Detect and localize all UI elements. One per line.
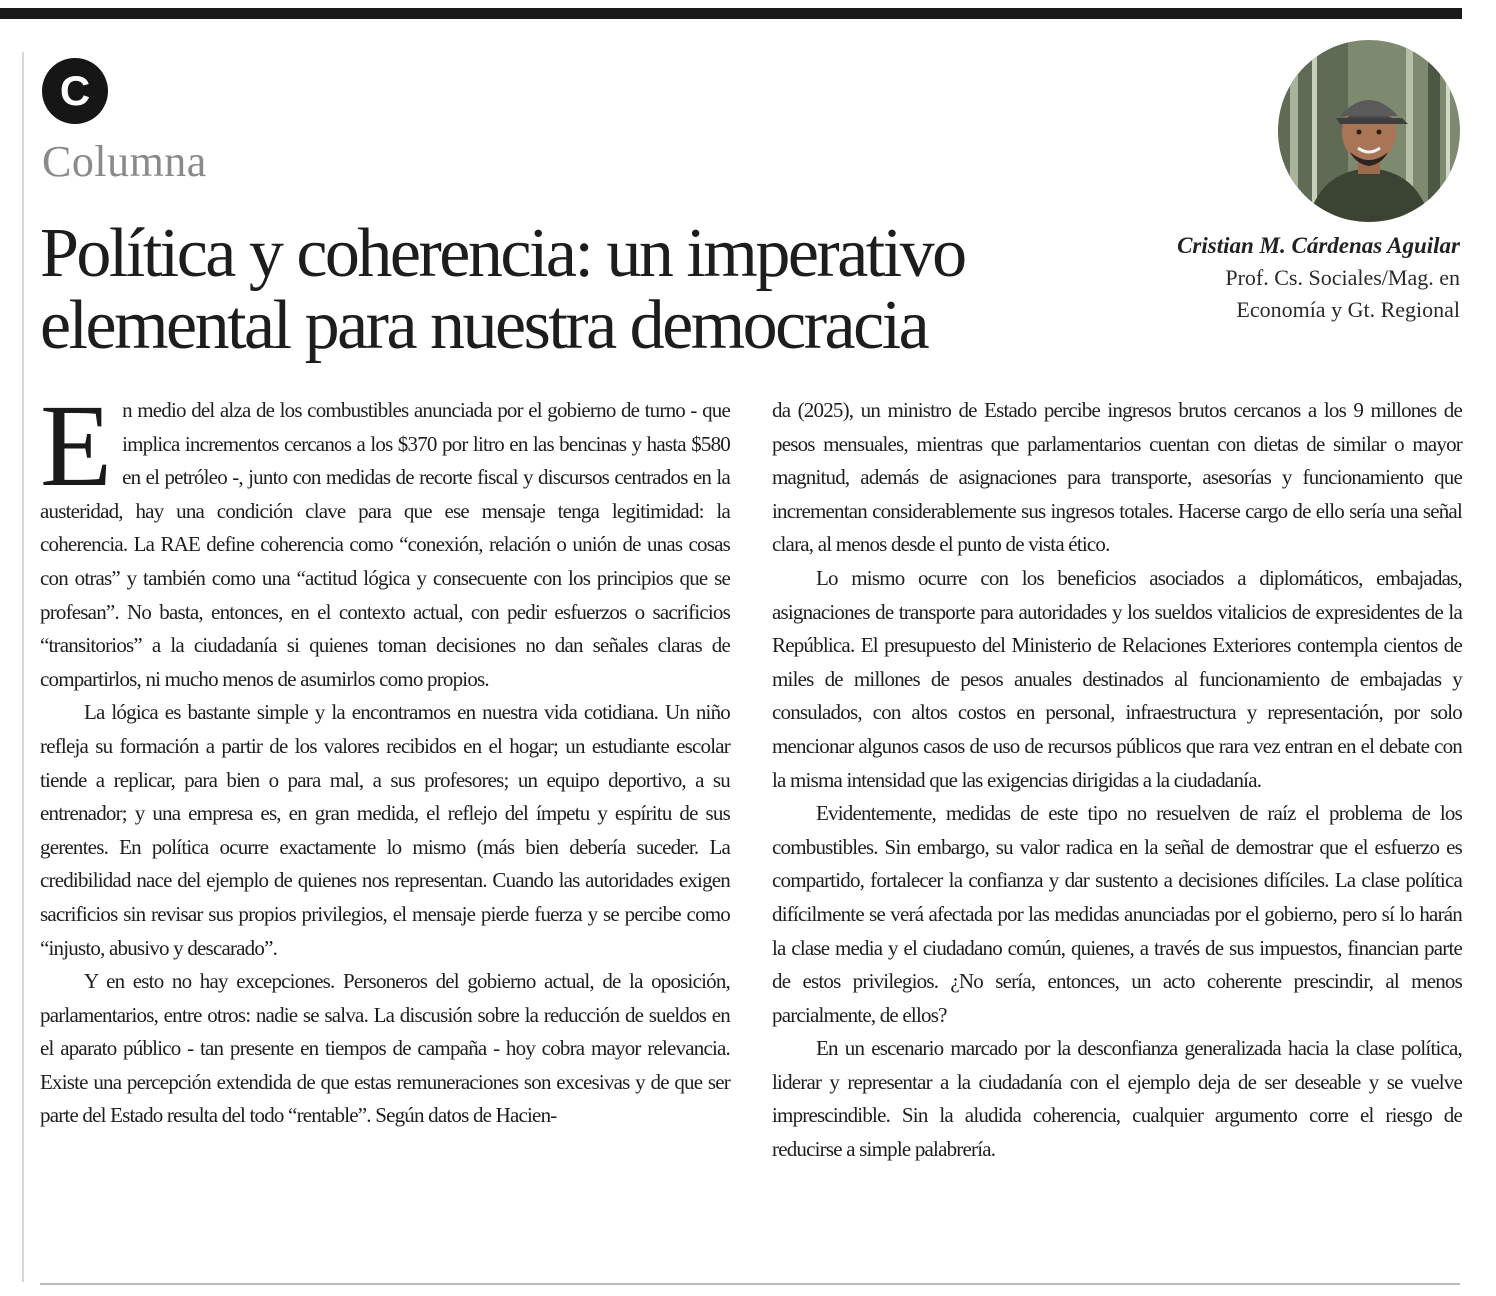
author-title-line-2: Economía y Gt. Regional: [1236, 297, 1460, 322]
headline-line-1: Política y coherencia: un imperativo: [40, 215, 965, 292]
author-title-line-1: Prof. Cs. Sociales/Mag. en: [1225, 265, 1460, 290]
paragraph-4: da (2025), un ministro de Estado percibe ingresos brutos cercanos a los 9 millones de pesos mensuales, mientras que parlamentarios cuentan con dietas de similar o mayor magnitud, además de asignaciones para transporte, asesorías y funcionamiento que incrementan considerablemente sus ingresos totales. Hacerse cargo de ello sería una señal clara, al menos desde el punto de vista ético.: [772, 398, 1462, 557]
headline: [40, 215, 1070, 364]
paragraph-3: Y en esto no hay excepciones. Personeros del gobierno actual, de la oposición, parlamentarios, entre otros: nadie se salva. La discusión sobre la reducción de sueldos en el aparato público - tan presente en tiempos de campaña - hoy cobra mayor relevancia. Existe una percepción extendida de que estas remuneraciones son excesivas y de que ser parte del Estado resulta del todo “rentable”. Según datos de Hacien-: [40, 969, 730, 1128]
author-photo: [1278, 40, 1460, 222]
author-byline: [1100, 230, 1460, 326]
paragraph-2: La lógica es bastante simple y la encontramos en nuestra vida cotidiana. Un niño refleja su formación a partir de los valores recibidos en el hogar; un estudiante escolar tiende a replicar, para bien o para mal, a sus profesores; un equipo deportivo, a su entrenador; y una empresa es, en gran medida, el reflejo del ímpetu y espíritu de sus gerentes. En política ocurre exactamente lo mismo (más bien debería suceder. La credibilidad nace del ejemplo de quienes nos representan. Cuando las autoridades exigen sacrificios sin revisar sus propios privilegios, el mensaje pierde fuerza y se percibe como “injusto, abusivo y descarado”.: [40, 700, 730, 960]
left-rule: [22, 52, 24, 1282]
bottom-rule: [40, 1283, 1460, 1285]
paragraph-7: En un escenario marcado por la desconfianza generalizada hacia la clase política, liderar y representar a la ciudadanía con el ejemplo deja de ser deseable y se vuelve imprescindible. Sin la aludida coherencia, cualquier argumento corre el riesgo de reducirse a simple palabrería.: [772, 1036, 1462, 1162]
headline-line-2: elemental para nuestra democracia: [40, 287, 928, 364]
top-rule: [0, 8, 1462, 19]
paragraph-1-text: n medio del alza de los combustibles anunciada por el gobierno de turno - que implica incrementos cercanos a los $370 por litro en las bencinas y hasta $580 en el petróleo -, junto con medidas de recorte fiscal y discursos centrados en la austeridad, hay una condición clave para que ese mensaje tenga legitimidad: la coherencia. La RAE define coherencia como “conexión, relación o unión de unas cosas con otras” y también como una “actitud lógica y consecuente con los principios que se profesan”. No basta, entonces, en el contexto actual, con pedir esfuerzos o sacrificios “transitorios” a la ciudadanía si quienes toman decisiones no dan señales claras de compartirlos, ni mucho menos de asumirlos como propios.: [40, 398, 730, 691]
paragraph-6: Evidentemente, medidas de este tipo no resuelven de raíz el problema de los combustibles. Sin embargo, su valor radica en la señal de demostrar que el esfuerzo es compartido, fortalecer la confianza y dar sustento a decisiones difíciles. La clase política difícilmente se verá afectada por las medidas anunciadas por el gobierno, pero sí lo harán la clase media y el ciudadano común, quienes, a través de sus impuestos, financian parte de estos privilegios. ¿No sería, entonces, un acto coherente prescindir, al menos parcialmente, de ellos?: [772, 801, 1462, 1027]
paragraph-5: Lo mismo ocurre con los beneficios asociados a diplomáticos, embajadas, asignaciones de transporte para autoridades y los sueldos vitalicios de expresidentes de la República. El presupuesto del Ministerio de Relaciones Exteriores contempla cientos de miles de millones de pesos anuales destinados al funcionamiento de embajadas y consulados, con altos costos en personal, infraestructura y representación, por solo mencionar algunos casos de uso de recursos públicos que rara vez entran en el debate con la misma intensidad que las exigencias dirigidas a la ciudadanía.: [772, 565, 1462, 792]
article-column-2: [772, 394, 1462, 1167]
paragraph-1: [40, 380, 730, 696]
section-label: Columna: [42, 137, 207, 186]
section-badge: C: [42, 58, 108, 124]
author-portrait-icon: [1278, 40, 1460, 222]
author-name: Cristian M. Cárdenas Aguilar: [1177, 233, 1460, 258]
drop-cap: E: [40, 380, 113, 511]
article-column-1: [40, 380, 730, 1133]
